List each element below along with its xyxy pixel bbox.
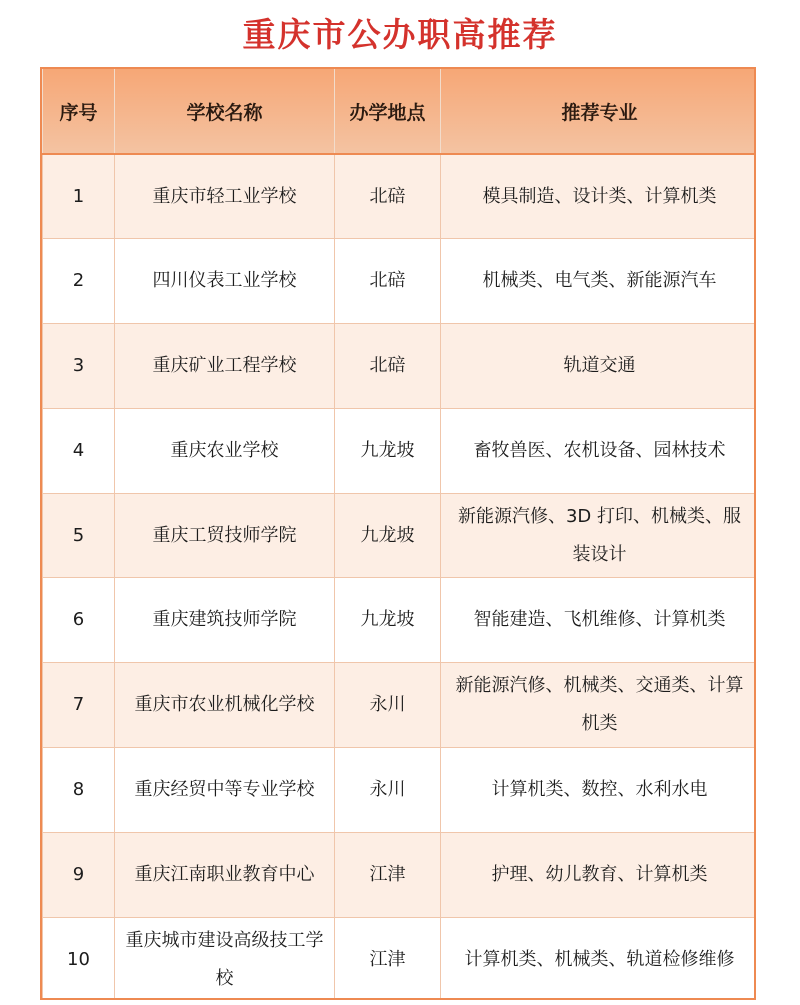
page-title: 重庆市公办职高推荐: [242, 15, 558, 54]
table-row: [43, 154, 757, 239]
table-row: [43, 493, 757, 578]
row-number: 8: [43, 748, 115, 833]
school-location: 九龙坡: [335, 578, 441, 663]
table-row: [43, 832, 757, 917]
school-name: 重庆工贸技师学院: [115, 493, 335, 578]
school-name: 重庆矿业工程学校: [115, 324, 335, 409]
school-name: 重庆城市建设高级技工学校: [115, 917, 335, 1000]
row-number: 5: [43, 493, 115, 578]
table-row: [43, 239, 757, 324]
school-location: 北碚: [335, 324, 441, 409]
header-number: 序号: [43, 69, 115, 154]
table-row: [43, 408, 757, 493]
row-number: 6: [43, 578, 115, 663]
row-number: 3: [43, 324, 115, 409]
school-location: 永川: [335, 663, 441, 748]
school-name: 重庆建筑技师学院: [115, 578, 335, 663]
row-number: 7: [43, 663, 115, 748]
row-number: 10: [43, 917, 115, 1000]
recommended-majors: 轨道交通: [441, 324, 757, 409]
recommended-majors: 畜牧兽医、农机设备、园林技术: [441, 408, 757, 493]
school-table: [42, 69, 756, 1000]
school-location: 九龙坡: [335, 408, 441, 493]
school-location: 北碚: [335, 154, 441, 239]
recommended-majors: 机械类、电气类、新能源汽车: [441, 239, 757, 324]
school-location: 九龙坡: [335, 493, 441, 578]
table-row: [43, 578, 757, 663]
school-location: 北碚: [335, 239, 441, 324]
header-location: 办学地点: [335, 69, 441, 154]
recommended-majors: 护理、幼儿教育、计算机类: [441, 832, 757, 917]
school-name: 重庆江南职业教育中心: [115, 832, 335, 917]
row-number: 2: [43, 239, 115, 324]
school-name: 重庆市轻工业学校: [115, 154, 335, 239]
row-number: 1: [43, 154, 115, 239]
header-school-name: 学校名称: [115, 69, 335, 154]
row-number: 9: [43, 832, 115, 917]
school-location: 永川: [335, 748, 441, 833]
table-row: [43, 748, 757, 833]
school-name: 重庆农业学校: [115, 408, 335, 493]
school-name: 重庆经贸中等专业学校: [115, 748, 335, 833]
school-location: 江津: [335, 917, 441, 1000]
recommended-majors: 模具制造、设计类、计算机类: [441, 154, 757, 239]
recommended-majors: 计算机类、机械类、轨道检修维修: [441, 917, 757, 1000]
table-row: [43, 917, 757, 1000]
school-location: 江津: [335, 832, 441, 917]
table-row: [43, 324, 757, 409]
row-number: 4: [43, 408, 115, 493]
school-table-frame: [40, 67, 756, 1000]
recommended-majors: 智能建造、飞机维修、计算机类: [441, 578, 757, 663]
recommended-majors: 新能源汽修、机械类、交通类、计算机类: [441, 663, 757, 748]
table-row: [43, 663, 757, 748]
table-header-row: [43, 69, 757, 154]
recommended-majors: 计算机类、数控、水利水电: [441, 748, 757, 833]
school-name: 重庆市农业机械化学校: [115, 663, 335, 748]
header-recommended-majors: 推荐专业: [441, 69, 757, 154]
recommended-majors: 新能源汽修、3D 打印、机械类、服装设计: [441, 493, 757, 578]
school-name: 四川仪表工业学校: [115, 239, 335, 324]
